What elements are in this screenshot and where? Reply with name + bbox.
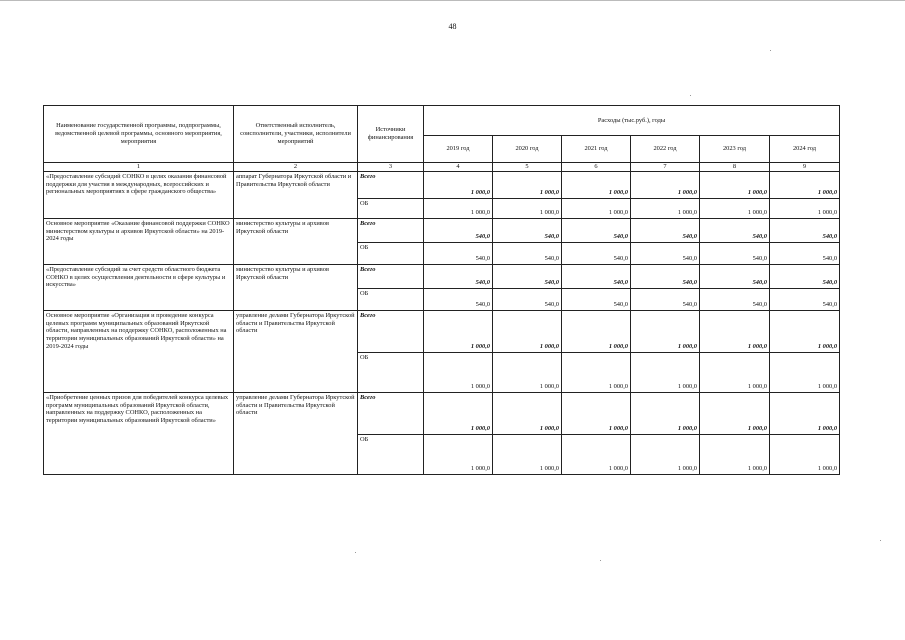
regional-budget-amount-cell: 1 000,0 <box>424 199 493 219</box>
regional-budget-amount-cell: 1 000,0 <box>424 353 493 393</box>
total-amount-cell: 1 000,0 <box>700 172 770 199</box>
page-top-edge <box>0 0 905 3</box>
activity-name: Основное мероприятие «Организация и проведение конкурса целевых программ муниципальных образований Иркутской области, направленных на поддержку СОНКО, расположенных на территории муниципальных образований Иркутской области» на 2019-2024 годы <box>44 311 234 393</box>
total-amount-cell: 540,0 <box>424 219 493 243</box>
total-amount-cell: 1 000,0 <box>631 172 700 199</box>
column-number: 1 <box>44 163 234 172</box>
source-regional-budget-label: ОБ <box>358 353 424 393</box>
scan-speck <box>600 560 601 561</box>
total-amount-cell: 1 000,0 <box>424 393 493 435</box>
header-name: Наименование государственной программы, подпрограммы, ведомственной целевой программы, основного мероприятия, мероприятия <box>44 106 234 163</box>
source-regional-budget-label: ОБ <box>358 289 424 311</box>
total-amount-cell: 1 000,0 <box>493 172 562 199</box>
column-number: 3 <box>358 163 424 172</box>
total-amount-cell: 540,0 <box>562 219 631 243</box>
table-row <box>44 219 840 243</box>
source-total-label: Всего <box>358 172 424 199</box>
total-amount-cell: 540,0 <box>770 265 840 289</box>
total-amount-cell: 1 000,0 <box>493 311 562 353</box>
regional-budget-amount-cell: 540,0 <box>424 289 493 311</box>
total-amount-cell: 1 000,0 <box>700 393 770 435</box>
header-expenses: Расходы (тыс.руб.), годы <box>424 106 840 136</box>
regional-budget-amount-cell: 1 000,0 <box>493 353 562 393</box>
regional-budget-amount-cell: 1 000,0 <box>493 435 562 475</box>
column-number: 8 <box>700 163 770 172</box>
regional-budget-amount-cell: 1 000,0 <box>424 435 493 475</box>
table-body <box>44 172 840 475</box>
source-total-label: Всего <box>358 265 424 289</box>
regional-budget-amount-cell: 540,0 <box>493 243 562 265</box>
table-row <box>44 172 840 199</box>
regional-budget-amount-cell: 1 000,0 <box>700 199 770 219</box>
total-amount-cell: 540,0 <box>631 265 700 289</box>
regional-budget-amount-cell: 1 000,0 <box>700 435 770 475</box>
activity-name: «Предоставление субсидий за счет средств областного бюджета СОНКО в целях осуществления деятельности в сфере культуры и искусства» <box>44 265 234 311</box>
header-year: 2024 год <box>770 136 840 163</box>
regional-budget-amount-cell: 540,0 <box>424 243 493 265</box>
total-amount-cell: 540,0 <box>700 265 770 289</box>
source-regional-budget-label: ОБ <box>358 243 424 265</box>
column-number: 9 <box>770 163 840 172</box>
header-executor: Ответственный исполнитель, соисполнители, участники, исполнители мероприятий <box>234 106 358 163</box>
scan-speck <box>355 552 356 553</box>
header-year: 2022 год <box>631 136 700 163</box>
total-amount-cell: 540,0 <box>700 219 770 243</box>
source-total-label: Всего <box>358 393 424 435</box>
regional-budget-amount-cell: 540,0 <box>562 289 631 311</box>
table-row <box>44 265 840 289</box>
total-amount-cell: 1 000,0 <box>562 311 631 353</box>
regional-budget-amount-cell: 1 000,0 <box>562 435 631 475</box>
total-amount-cell: 1 000,0 <box>770 393 840 435</box>
total-amount-cell: 1 000,0 <box>770 172 840 199</box>
regional-budget-amount-cell: 540,0 <box>770 289 840 311</box>
regional-budget-amount-cell: 1 000,0 <box>770 199 840 219</box>
column-number: 4 <box>424 163 493 172</box>
source-total-label: Всего <box>358 219 424 243</box>
scan-speck <box>770 50 771 51</box>
regional-budget-amount-cell: 540,0 <box>631 289 700 311</box>
activity-executor: управление делами Губернатора Иркутской области и Правительства Иркутской области <box>234 393 358 475</box>
total-amount-cell: 540,0 <box>631 219 700 243</box>
regional-budget-amount-cell: 1 000,0 <box>700 353 770 393</box>
activity-name: «Приобретение ценных призов для победителей конкурса целевых программ муниципальных образований Иркутской области, направленных на поддержку СОНКО, расположенных на территории муниципальных образований Иркутской области» <box>44 393 234 475</box>
activity-name: Основное мероприятие «Оказание финансовой поддержки СОНКО министерством культуры и архивов Иркутской области» на 2019-2024 годы <box>44 219 234 265</box>
regional-budget-amount-cell: 540,0 <box>770 243 840 265</box>
header-year: 2020 год <box>493 136 562 163</box>
total-amount-cell: 1 000,0 <box>562 393 631 435</box>
activity-executor: аппарат Губернатора Иркутской области и Правительства Иркутской области <box>234 172 358 219</box>
activity-executor: министерство культуры и архивов Иркутской области <box>234 265 358 311</box>
column-number: 6 <box>562 163 631 172</box>
regional-budget-amount-cell: 540,0 <box>493 289 562 311</box>
table-row <box>44 393 840 435</box>
page-number: 48 <box>448 22 457 31</box>
regional-budget-amount-cell: 540,0 <box>562 243 631 265</box>
column-number: 2 <box>234 163 358 172</box>
scan-speck <box>690 95 691 96</box>
regional-budget-amount-cell: 540,0 <box>700 289 770 311</box>
regional-budget-amount-cell: 1 000,0 <box>631 435 700 475</box>
source-regional-budget-label: ОБ <box>358 199 424 219</box>
total-amount-cell: 540,0 <box>493 265 562 289</box>
regional-budget-amount-cell: 1 000,0 <box>770 435 840 475</box>
regional-budget-amount-cell: 1 000,0 <box>631 199 700 219</box>
total-amount-cell: 1 000,0 <box>562 172 631 199</box>
regional-budget-amount-cell: 540,0 <box>700 243 770 265</box>
source-total-label: Всего <box>358 311 424 353</box>
activity-name: «Предоставление субсидий СОНКО в целях оказания финансовой поддержки для участия в международных, всероссийских и региональных мероприятиях в сфере гражданского общества» <box>44 172 234 219</box>
header-year: 2023 год <box>700 136 770 163</box>
budget-table <box>43 105 840 475</box>
total-amount-cell: 1 000,0 <box>424 311 493 353</box>
total-amount-cell: 1 000,0 <box>424 172 493 199</box>
total-amount-cell: 1 000,0 <box>631 311 700 353</box>
activity-executor: управление делами Губернатора Иркутской области и Правительства Иркутской области <box>234 311 358 393</box>
table-row <box>44 311 840 353</box>
scan-speck <box>880 540 881 541</box>
total-amount-cell: 540,0 <box>424 265 493 289</box>
regional-budget-amount-cell: 540,0 <box>631 243 700 265</box>
activity-executor: министерство культуры и архивов Иркутской области <box>234 219 358 265</box>
total-amount-cell: 1 000,0 <box>493 393 562 435</box>
regional-budget-amount-cell: 1 000,0 <box>562 353 631 393</box>
budget-table-container <box>43 105 839 475</box>
header-year: 2021 год <box>562 136 631 163</box>
total-amount-cell: 540,0 <box>493 219 562 243</box>
total-amount-cell: 1 000,0 <box>631 393 700 435</box>
regional-budget-amount-cell: 1 000,0 <box>770 353 840 393</box>
header-source: Источники финансирования <box>358 106 424 163</box>
total-amount-cell: 540,0 <box>770 219 840 243</box>
regional-budget-amount-cell: 1 000,0 <box>493 199 562 219</box>
total-amount-cell: 1 000,0 <box>770 311 840 353</box>
source-regional-budget-label: ОБ <box>358 435 424 475</box>
regional-budget-amount-cell: 1 000,0 <box>562 199 631 219</box>
total-amount-cell: 540,0 <box>562 265 631 289</box>
header-year: 2019 год <box>424 136 493 163</box>
total-amount-cell: 1 000,0 <box>700 311 770 353</box>
column-number: 7 <box>631 163 700 172</box>
column-number: 5 <box>493 163 562 172</box>
regional-budget-amount-cell: 1 000,0 <box>631 353 700 393</box>
